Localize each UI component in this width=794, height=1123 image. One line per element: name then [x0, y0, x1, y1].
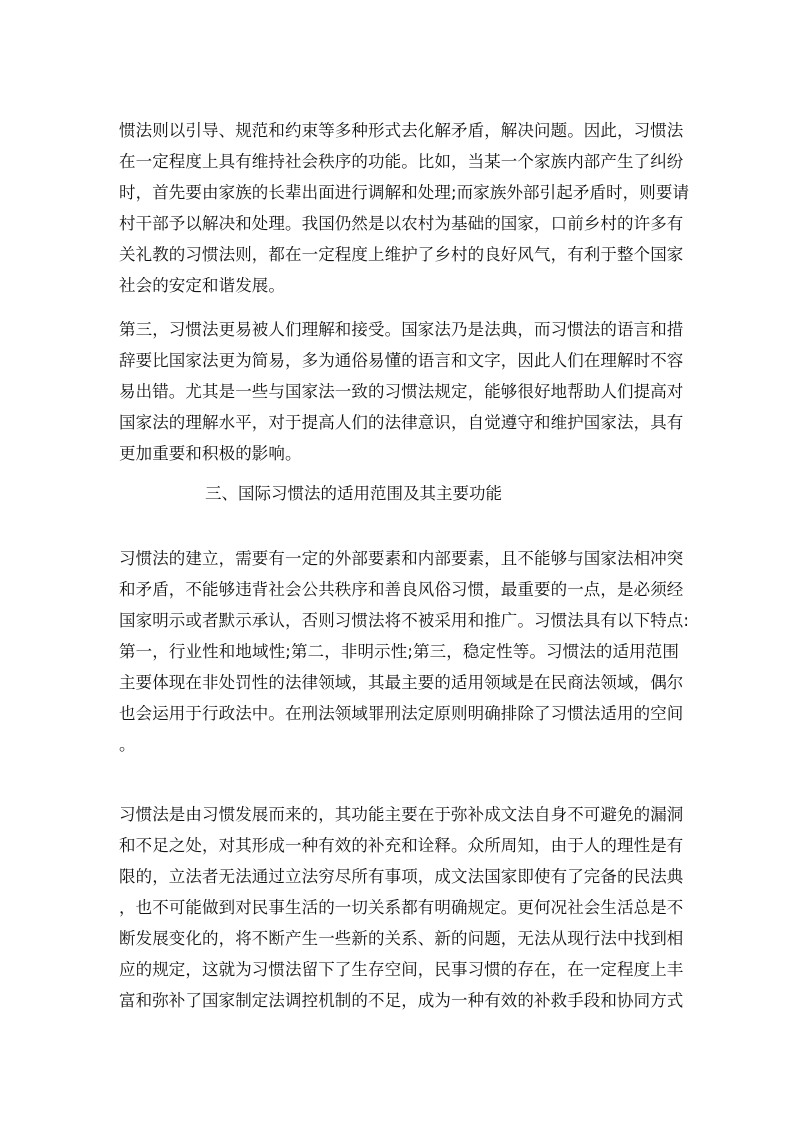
text-line: 国家法的理解水平，对于提高人们的法律意识，自觉遵守和维护国家法，具有 — [119, 413, 684, 432]
text-line: 限的，立法者无法通过立法穷尽所有事项，成文法国家即使有了完备的民法典 — [119, 867, 684, 886]
text-line: 习惯法是由习惯发展而来的，其功能主要在于弥补成文法自身不可避免的漏洞 — [119, 805, 684, 824]
text-line: 辞要比国家法更为简易，多为通俗易懂的语言和文字，因此人们在理解时不容 — [119, 351, 684, 370]
text-line: 易出错。尤其是一些与国家法一致的习惯法规定，能够很好地帮助人们提高对 — [119, 382, 684, 401]
text-line: 第三，习惯法更易被人们理解和接受。国家法乃是法典，而习惯法的语言和措 — [119, 320, 684, 339]
text-line: 和矛盾，不能够违背社会公共秩序和善良风俗习惯，最重要的一点，是必须经 — [119, 580, 684, 599]
text-line: 断发展变化的，将不断产生一些新的关系、新的问题，无法从现行法中找到相 — [119, 929, 684, 948]
text-line: 富和弥补了国家制定法调控机制的不足，成为一种有效的补救手段和协同方式 — [119, 991, 684, 1010]
text-line: ，也不可能做到对民事生活的一切关系都有明确规定。更何况社会生活总是不 — [119, 898, 684, 917]
paragraph-1 — [119, 115, 690, 301]
text-line: 。 — [119, 735, 136, 754]
paragraph-3 — [119, 543, 690, 760]
section-heading: 三、国际习惯法的适用范围及其主要功能 — [205, 484, 502, 503]
text-line: 更加重要和积极的影响。 — [119, 444, 302, 463]
text-line: 习惯法的建立，需要有一定的外部要素和内部要素，且不能够与国家法相冲突 — [119, 549, 684, 568]
text-line: 惯法则以引导、规范和约束等多种形式去化解矛盾，解决问题。因此，习惯法 — [119, 121, 684, 140]
paragraph-2 — [119, 314, 684, 469]
text-line: 也会运用于行政法中。在刑法领域罪刑法定原则明确排除了习惯法适用的空间 — [119, 704, 684, 723]
text-line: 村干部予以解决和处理。我国仍然是以农村为基础的国家，口前乡村的许多有 — [119, 214, 684, 233]
text-line: 国家明示或者默示承认，否则习惯法将不被采用和推广。习惯法具有以下特点: — [119, 611, 690, 630]
text-line: 在一定程度上具有维持社会秩序的功能。比如，当某一个家族内部产生了纠纷 — [119, 152, 684, 171]
text-line: 和不足之处，对其形成一种有效的补充和诠释。众所周知，由于人的理性是有 — [119, 836, 684, 855]
paragraph-4 — [119, 799, 684, 1016]
text-line: 社会的安定和谐发展。 — [119, 276, 285, 295]
text-line: 第一，行业性和地域性;第二，非明示性;第三，稳定性等。习惯法的适用范围 — [119, 642, 679, 661]
text-line: 应的规定，这就为习惯法留下了生存空间，民事习惯的存在，在一定程度上丰 — [119, 960, 684, 979]
text-line: 时，首先要由家族的长辈出面进行调解和处理;而家族外部引起矛盾时，则要请 — [119, 183, 690, 202]
text-line: 主要体现在非处罚性的法律领域，其最主要的适用领域是在民商法领域，偶尔 — [119, 673, 684, 692]
text-line: 关礼教的习惯法则，都在一定程度上维护了乡村的良好风气，有利于整个国家 — [119, 245, 684, 264]
